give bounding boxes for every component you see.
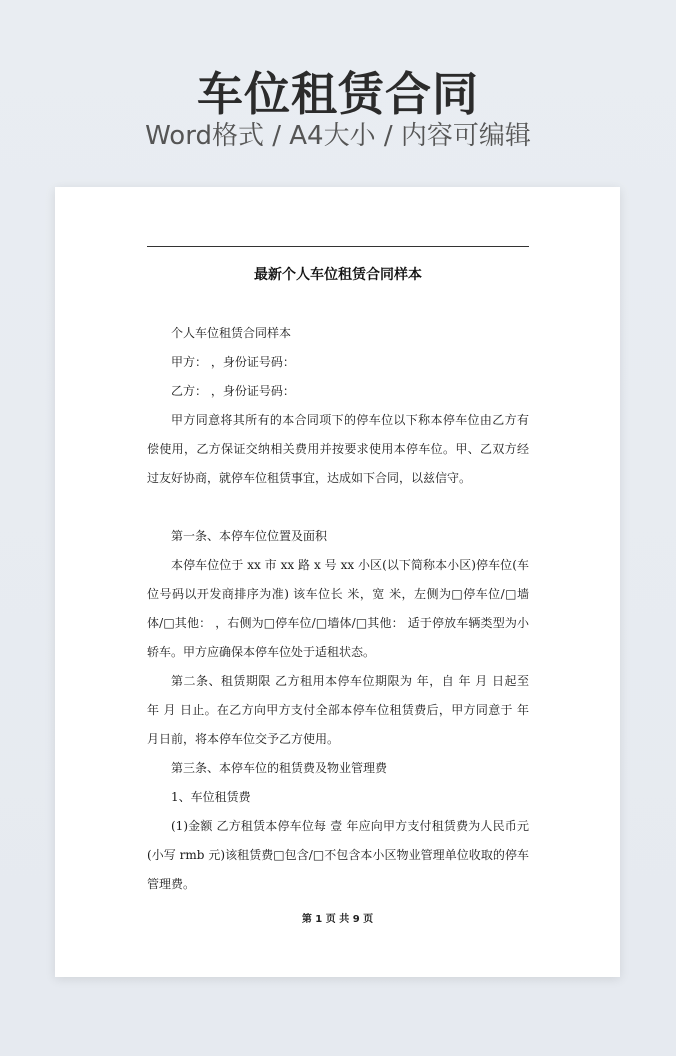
document-title: 最新个人车位租赁合同样本 [254,267,422,283]
paragraph-rent-amount: (1)金额 乙方租赁本停车位每 壹 年应向甲方支付租赁费为人民币元(小写 rmb 元)该租赁费□包含/□不包含本小区物业管理单位收取的停车管理费。 [147,819,529,891]
paragraph-article-1-title: 第一条、本停车位位置及面积 [171,529,328,543]
document-body [147,319,529,899]
paragraph-rent-heading: 1、车位租赁费 [171,790,251,804]
paragraph-preamble: 甲方同意将其所有的本合同项下的停车位以下称本停车位由乙方有偿使用，乙方保证交纳相关费用并按要求使用本停车位。甲、乙双方经过友好协商，就停车位租赁事宜，达成如下合同，以兹信守。 [147,413,529,485]
paragraph-article-1-body: 本停车位位于 xx 市 xx 路 x 号 xx 小区(以下简称本小区)停车位(车位号码以开发商排序为准) 该车位长 米，宽 米，左侧为□停车位/□墙体/□其他： ，右侧为□停车位/□墙体/□其他： 适于停放车辆类型为小轿车。甲方应确保本停车位处于适租状态。 [147,558,529,659]
banner-subtitle: Word格式 / A4大小 / 内容可编辑 [145,121,531,151]
document-page [55,187,620,977]
banner-title: 车位租赁合同 [197,67,479,121]
paragraph-party-b: 乙方： ，身份证号码： [171,384,295,398]
paragraph-article-3-title: 第三条、本停车位的租赁费及物业管理费 [171,761,388,775]
page-footer: 第 1 页 共 9 页 [301,914,374,925]
paragraph-heading: 个人车位租赁合同样本 [171,326,292,340]
paragraph-article-2: 第二条、租赁期限 乙方租用本停车位期限为 年，自 年 月 日起至 年 月 日止。在乙方向甲方支付全部本停车位租赁费后，甲方同意于 年 月日前，将本停车位交予乙方使用。 [147,674,529,746]
paragraph-party-a: 甲方： ，身份证号码： [171,355,295,369]
header-rule [147,246,529,247]
